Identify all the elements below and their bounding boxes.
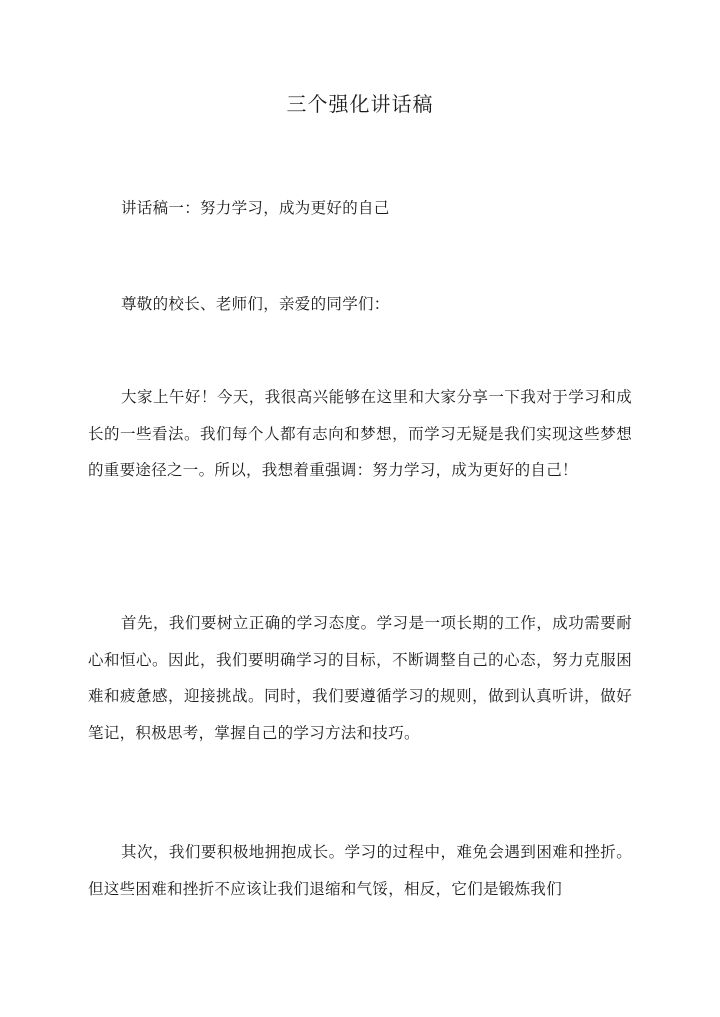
- document-title: 三个强化讲话稿: [286, 92, 434, 116]
- section-heading: 讲话稿一：努力学习，成为更好的自己: [121, 199, 390, 217]
- salutation-paragraph: 尊敬的校长、老师们，亲爱的同学们：: [121, 295, 390, 313]
- body-paragraph: 首先，我们要树立正确的学习态度。学习是一项长期的工作，成功需要耐心和恒心。因此，我们要明确学习的目标，不断调整自己的心态，努力克服困难和疲惫感，迎接挑战。同时，我们要遵循学习的规则，做到认真听讲，做好笔记，积极思考，掌握自己的学习方法和技巧。: [88, 614, 632, 742]
- body-paragraph: 其次，我们要积极地拥抱成长。学习的过程中，难免会遇到困难和挫折。但这些困难和挫折不应该让我们退缩和气馁，相反，它们是锻炼我们: [88, 843, 632, 898]
- body-paragraph: 大家上午好！今天，我很高兴能够在这里和大家分享一下我对于学习和成长的一些看法。我们每个人都有志向和梦想，而学习无疑是我们实现这些梦想的重要途径之一。所以，我想着重强调：努力学习，成为更好的自己！: [88, 388, 632, 479]
